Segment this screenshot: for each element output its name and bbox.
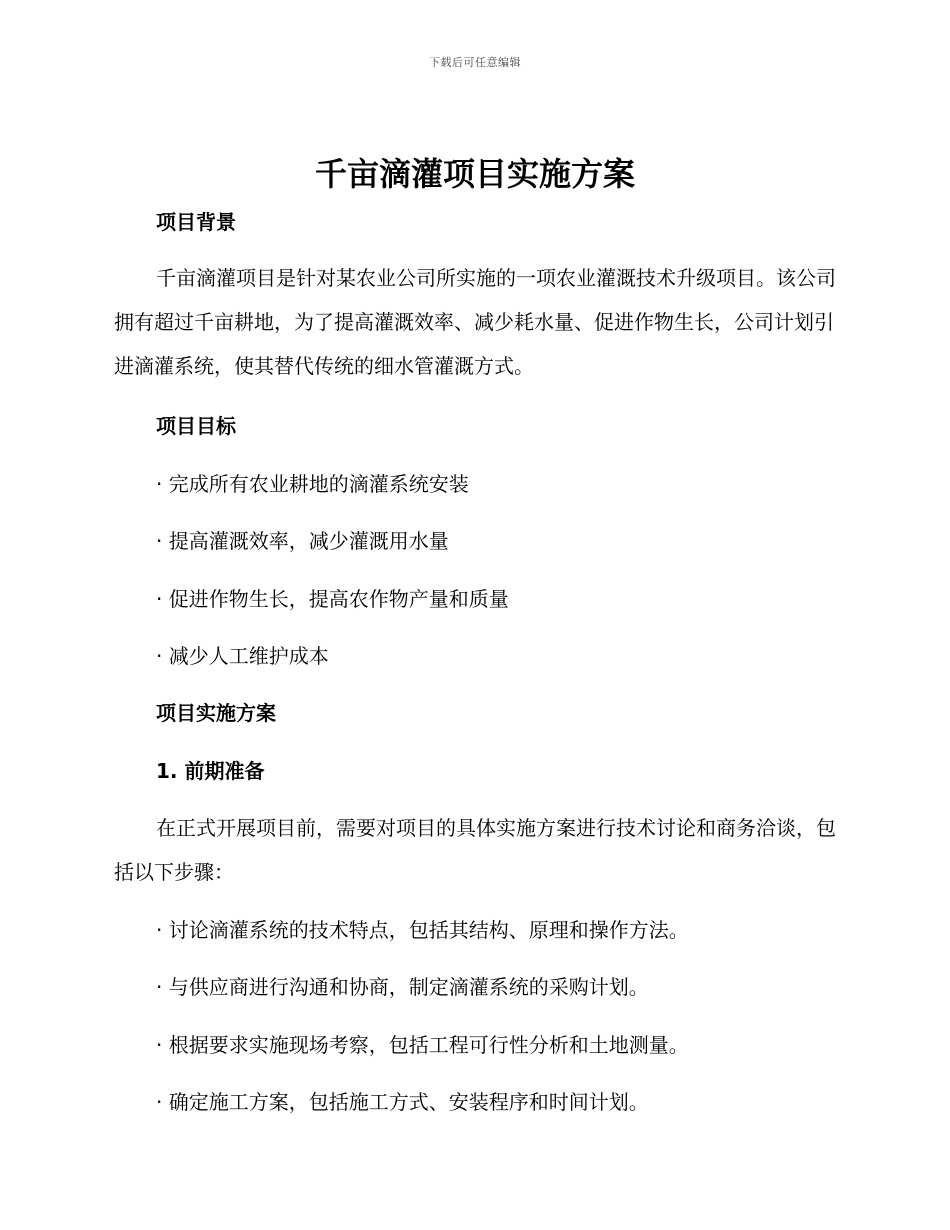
goal-item: · 完成所有农业耕地的滴灌系统安装	[156, 472, 469, 496]
document-title: 千亩滴灌项目实施方案	[314, 155, 635, 193]
goal-item: · 促进作物生长，提高农作物产量和质量	[156, 587, 509, 611]
subsection-heading-preparation: 1. 前期准备	[156, 759, 265, 783]
goal-item: · 提高灌溉效率，减少灌溉用水量	[156, 529, 449, 553]
plan-paragraph: 在正式开展项目前，需要对项目的具体实施方案进行技术讨论和商务洽谈，包括以下步骤：	[114, 816, 836, 884]
goal-item: · 减少人工维护成本	[156, 644, 329, 668]
plan-step-item: · 确定施工方案，包括施工方式、安装程序和时间计划。	[156, 1090, 649, 1114]
plan-step-item: · 与供应商进行沟通和协商，制定滴灌系统的采购计划。	[156, 975, 649, 999]
section-heading-plan: 项目实施方案	[156, 701, 276, 725]
header-note: 下载后可任意编辑	[429, 56, 521, 69]
plan-step-item: · 根据要求实施现场考察，包括工程可行性分析和土地测量。	[156, 1033, 689, 1057]
section-heading-background: 项目背景	[156, 210, 236, 234]
plan-step-item: · 讨论滴灌系统的技术特点，包括其结构、原理和操作方法。	[156, 918, 689, 942]
background-paragraph: 千亩滴灌项目是针对某农业公司所实施的一项农业灌溉技术升级项目。该公司拥有超过千亩耕地，为了提高灌溉效率、减少耗水量、促进作物生长，公司计划引进滴灌系统，使其替代传统的细水管灌溉方式。	[114, 266, 836, 378]
section-heading-goals: 项目目标	[156, 414, 236, 438]
